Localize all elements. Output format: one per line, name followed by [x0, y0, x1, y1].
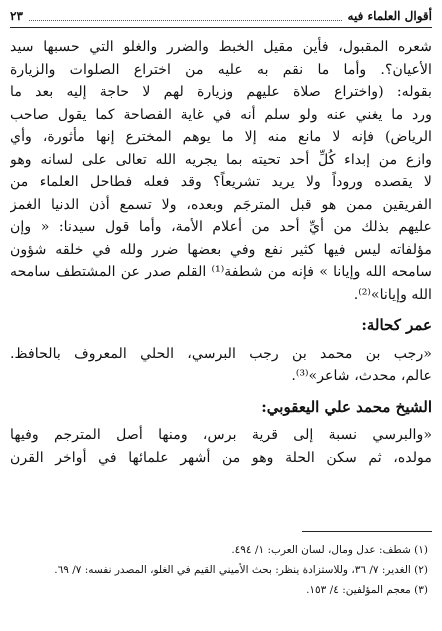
- text-line: شعره المقبول، فأين مقيل الخبط والضرر والغلو التي حسبها سيد: [10, 39, 432, 55]
- text-line: ورد ما يغني عنه ولو سلم أنه في غاية الفصاحة كما يقول صاحب: [10, 106, 432, 123]
- text-line: الله وإيانا»⁽²⁾.: [353, 286, 432, 303]
- footnote-3: (٣) معجم المؤلفين: ٤/ ١٥٣.: [306, 584, 428, 596]
- page-header: [10, 6, 432, 26]
- text-line: بقوله: (واختراع صلاة عليهم وزيارة لهم لا حاجة إليه بعد ما: [10, 84, 432, 100]
- quote-yaqoubi: [10, 424, 432, 469]
- quote-kahhala: [10, 343, 432, 388]
- text-line: «رجب بن محمد بن رجب البرسي، الحلي المعروف بالحافظ.: [10, 345, 432, 362]
- footnotes: [10, 540, 428, 600]
- text-line: لا يقصده وروداً ولا يريد تشريعاً؟ وقد فعله فطاحل العلماء من: [10, 174, 432, 190]
- text-line: الأعيان؟. وأما ما نقم به عليه من اختراع الصلوات والزيارة: [10, 61, 432, 78]
- header-rule: [10, 27, 432, 28]
- paragraph-1: [10, 36, 432, 306]
- section-heading-yaqoubi: الشيخ محمد علي اليعقوبي:: [261, 397, 432, 416]
- section-heading-kahhala: عمر كحالة:: [361, 316, 432, 334]
- text-line: مولده، ثم سكن الحلة وهو من أشهر علمائها في أواخر القرن: [10, 449, 432, 466]
- footnote-2: (٢) الغدير: ٧/ ٣٦، وللاستزادة ينظر: بحث الأميني القيم في الغلو، المصدر نفسه: ٧/ ٦٩.: [54, 564, 428, 576]
- text-line: عالم، محدث، شاعر»⁽³⁾.: [291, 368, 432, 384]
- footnote-rule: [302, 531, 432, 532]
- running-title: أقوال العلماء فيه: [347, 9, 432, 23]
- text-line: الرياض) فإنه لا مانع منه إلا ما يوهم المخترع إنها مأثورة، وأي: [10, 129, 432, 145]
- text-line: سامحه الله وإيانا » فإنه من شطفة⁽¹⁾ القلم صدر عن المشتطف سامحه: [10, 264, 432, 280]
- text-line: مؤلفاته ليس فيها كثير نفع وفي بعضها ضرر ولله في خلقه شؤون: [10, 241, 432, 258]
- footnote-1: (١) شطف: عدل ومال، لسان العرب: ١/ ٤٩٤.: [231, 544, 428, 556]
- text-line: الفريقين ممن هو قبل المترجَم وبعده، ولا تسمع أذن الدنيا الغمز: [10, 196, 432, 213]
- text-line: «والبرسي نسبة إلى قرية برس، ومنها أصل المترجم وفيها: [10, 427, 432, 443]
- text-line: وازع من إبداء كُلِّ أحد تحيته بما يجريه الله تعالى على لسانه وهو: [10, 151, 432, 168]
- text-line: عليهم بذلك من أيِّ أحد من أعلام الأمة، وأما قول سيدنا: « وإن: [10, 219, 432, 235]
- header-dot-leader: [29, 12, 342, 21]
- page-number: ٢٣: [10, 9, 23, 23]
- main-text: [10, 36, 432, 469]
